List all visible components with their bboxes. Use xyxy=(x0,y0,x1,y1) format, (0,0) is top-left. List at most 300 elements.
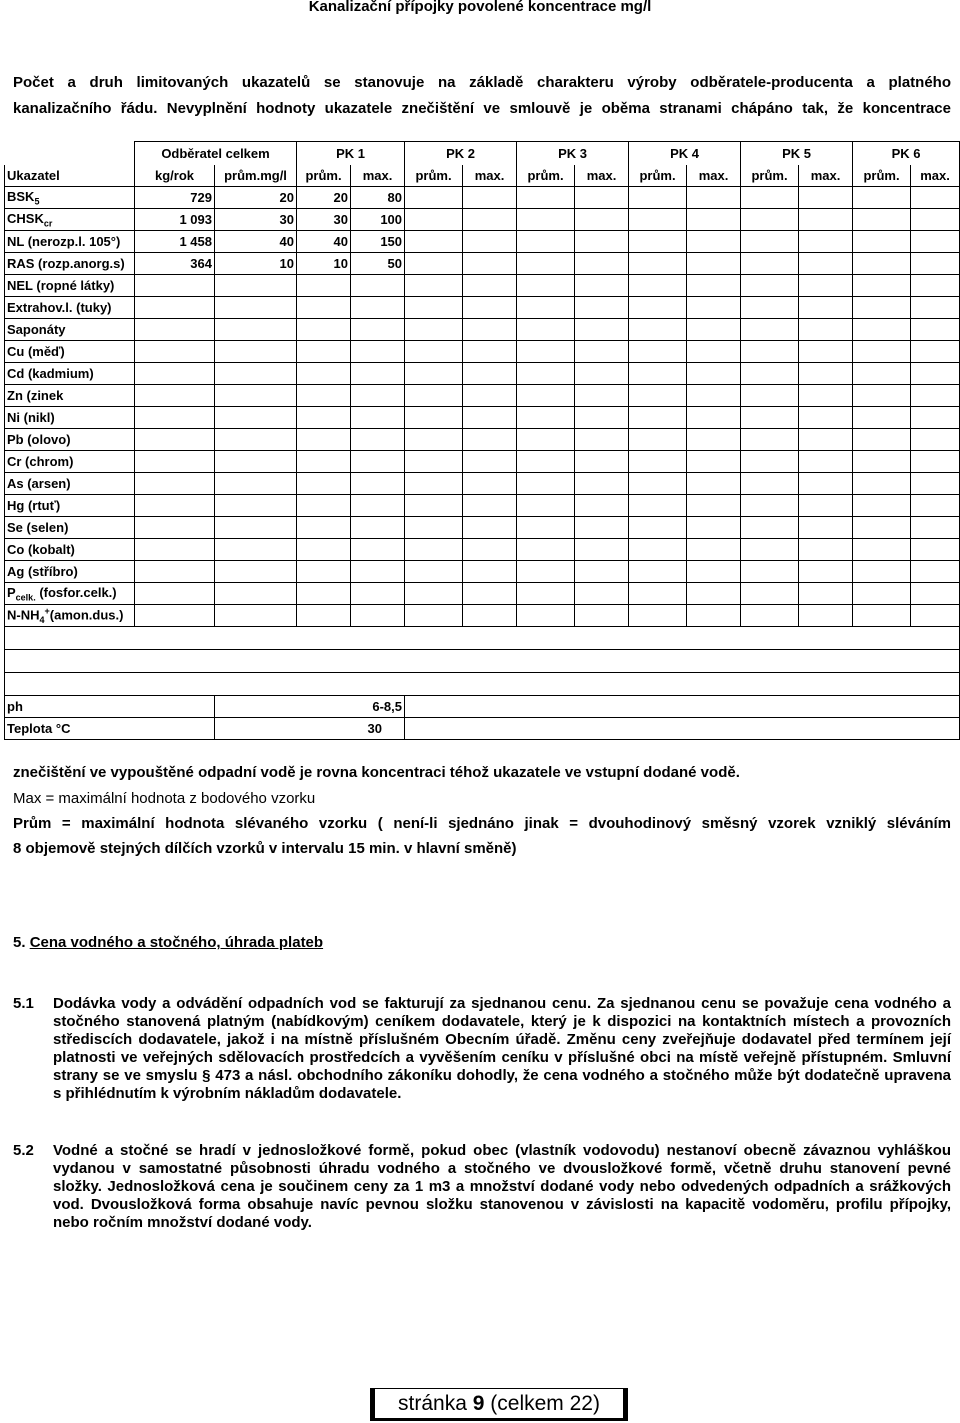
cell-pk1-max xyxy=(351,451,405,473)
cell-kg xyxy=(135,275,215,297)
cell-pk1-max xyxy=(351,583,405,605)
cell-empty xyxy=(517,605,575,627)
cell-empty xyxy=(911,187,960,209)
paragraph-number: 5.1 xyxy=(13,995,34,1012)
footer-total: (celkem 22) xyxy=(490,1392,600,1415)
cell-pk1-max xyxy=(351,473,405,495)
cell-empty xyxy=(853,451,911,473)
table-row xyxy=(5,429,960,451)
paragraph-5-2 xyxy=(13,1142,951,1237)
cell-empty xyxy=(853,363,911,385)
cell-pk1-prum: 10 xyxy=(297,253,351,275)
cell-empty xyxy=(741,187,799,209)
cell-pk1-prum xyxy=(297,517,351,539)
cell-empty xyxy=(741,253,799,275)
cell-kg xyxy=(135,583,215,605)
cell-empty xyxy=(687,231,741,253)
header-pk6: PK 6 xyxy=(853,142,960,166)
cell-empty xyxy=(629,363,687,385)
cell-pk1-max xyxy=(351,539,405,561)
cell-empty xyxy=(799,209,853,231)
table-row xyxy=(5,319,960,341)
cell-empty xyxy=(575,495,629,517)
section-number: 5. xyxy=(13,934,26,951)
cell-empty xyxy=(741,297,799,319)
sub-header-cell: prům.mg/l xyxy=(215,165,297,187)
cell-empty xyxy=(575,407,629,429)
cell-empty xyxy=(853,561,911,583)
cell-pk1-max: 80 xyxy=(351,187,405,209)
section-title-text: Cena vodného a stočného, úhrada plateb xyxy=(29,934,324,951)
cell-empty xyxy=(517,341,575,363)
table-row xyxy=(5,451,960,473)
row-name: Extrahov.l. (tuky) xyxy=(5,297,135,319)
cell-empty xyxy=(911,495,960,517)
cell-empty xyxy=(405,385,463,407)
cell-empty xyxy=(741,385,799,407)
cell-empty xyxy=(629,473,687,495)
cell-kg xyxy=(135,517,215,539)
cell-empty xyxy=(463,187,517,209)
row-name: Cd (kadmium) xyxy=(5,363,135,385)
row-name: Co (kobalt) xyxy=(5,539,135,561)
cell-empty xyxy=(575,561,629,583)
row-name: Se (selen) xyxy=(5,517,135,539)
cell-empty xyxy=(405,561,463,583)
cell-empty xyxy=(629,605,687,627)
cell-empty xyxy=(911,385,960,407)
table-row xyxy=(5,363,960,385)
cell-pk1-prum: 20 xyxy=(297,187,351,209)
cell-empty xyxy=(741,561,799,583)
cell-empty xyxy=(687,429,741,451)
cell-pk1-prum xyxy=(297,341,351,363)
cell-pk1-prum: 30 xyxy=(297,209,351,231)
cell-empty xyxy=(911,517,960,539)
table-row xyxy=(5,275,960,297)
cell-kg xyxy=(135,297,215,319)
row-name: $BSK_5$ xyxy=(5,187,135,209)
cell-empty xyxy=(911,363,960,385)
cell-prum-mgl xyxy=(215,341,297,363)
cell-pk1-prum xyxy=(297,605,351,627)
cell-empty xyxy=(629,275,687,297)
row-name: As (arsen) xyxy=(5,473,135,495)
table-row-blank xyxy=(5,650,960,673)
cell-pk1-max xyxy=(351,297,405,319)
cell-empty xyxy=(799,495,853,517)
temperature-rest xyxy=(405,718,960,740)
cell-empty xyxy=(853,275,911,297)
header-pk1: PK 1 xyxy=(297,142,405,166)
cell-empty xyxy=(463,473,517,495)
cell-empty xyxy=(687,583,741,605)
cell-empty xyxy=(741,275,799,297)
cell-kg xyxy=(135,407,215,429)
cell-empty xyxy=(629,407,687,429)
cell-prum-mgl xyxy=(215,407,297,429)
cell-empty xyxy=(911,407,960,429)
cell-empty xyxy=(575,319,629,341)
paragraph-text: Dodávka vody a odvádění odpadních vod se fakturují za sjednanou cenu. Za sjednanou cenu se považuje cena vodného a stočného stanovená platným (nabídkovým) ceníkem dodavatele, který je k dispozici na kontaktních místech a provozních střediscích dodavatele, jakož i na místně příslušném Obecním úřadě. Změnu ceny zveřejňuje dodavatel před termínem její platnosti ve veřejných sdělovacích prostředcích a vyvěšením ceníku v příslušné obci na místě veřejně přístupném. Smluvní strany se ve smyslu § 473 a násl. obchodního zákoníku dohodly, že cena vodného a stočného může být dodatečně upravena s přihlédnutím k výrobním nákladům dodavatele. xyxy=(53,995,951,1102)
cell-empty xyxy=(517,319,575,341)
cell-empty xyxy=(853,187,911,209)
cell-empty xyxy=(799,407,853,429)
cell-empty xyxy=(853,473,911,495)
cell-empty xyxy=(853,583,911,605)
cell-pk1-max: 100 xyxy=(351,209,405,231)
cell-empty xyxy=(799,605,853,627)
sub-header-cell: prům. xyxy=(629,165,687,187)
cell-prum-mgl xyxy=(215,539,297,561)
cell-pk1-max xyxy=(351,429,405,451)
temperature-label: Teplota °C xyxy=(5,718,215,740)
cell-empty xyxy=(463,253,517,275)
cell-empty xyxy=(799,561,853,583)
cell-pk1-max: 50 xyxy=(351,253,405,275)
cell-empty xyxy=(575,341,629,363)
row-name: $P_{celk.}$ (fosfor.celk.) xyxy=(5,583,135,605)
cell-empty xyxy=(517,187,575,209)
cell-empty xyxy=(517,429,575,451)
cell-empty xyxy=(911,539,960,561)
paragraph-text: Vodné a stočné se hradí v jednosložkové formě, pokud obec (vlastník vodovodu) nestanoví obecně závaznou vyhláškou vydanou v samostatné působnosti úhradu vodného a stočného ve dvousložkové formě, včetně druhu stanovení pevné složky. Jednosložková cena je součinem ceny za 1 m3 a množství dodané vody nebo odvedených odpadních a srážkových vod. Dvousložková forma obsahuje navíc pevnou složku stanovenou v závislosti na kapacitě vodoměru, profilu přípojky, nebo ročním množství dodané vody. xyxy=(53,1142,951,1231)
cell-empty xyxy=(629,539,687,561)
cell-empty xyxy=(575,253,629,275)
cell-empty xyxy=(629,209,687,231)
row-name: Hg (rtuť) xyxy=(5,495,135,517)
cell-empty xyxy=(629,341,687,363)
cell-empty xyxy=(405,341,463,363)
cell-empty xyxy=(687,341,741,363)
cell-prum-mgl xyxy=(215,275,297,297)
row-name: Pb (olovo) xyxy=(5,429,135,451)
table-row xyxy=(5,187,960,209)
cell-pk1-prum xyxy=(297,495,351,517)
cell-pk1-prum xyxy=(297,275,351,297)
cell-empty xyxy=(575,583,629,605)
header-cell-empty xyxy=(5,142,135,166)
cell-pk1-max xyxy=(351,407,405,429)
cell-empty xyxy=(799,517,853,539)
cell-prum-mgl xyxy=(215,561,297,583)
cell-empty xyxy=(741,473,799,495)
cell-empty xyxy=(405,583,463,605)
cell-pk1-max xyxy=(351,385,405,407)
cell-kg xyxy=(135,451,215,473)
cell-empty xyxy=(853,495,911,517)
cell-empty xyxy=(575,539,629,561)
cell-pk1-max xyxy=(351,495,405,517)
sub-header-cell: prům. xyxy=(517,165,575,187)
cell-empty xyxy=(687,561,741,583)
cell-empty xyxy=(911,297,960,319)
sub-header-cell: max. xyxy=(463,165,517,187)
cell-empty xyxy=(463,429,517,451)
cell-empty xyxy=(799,363,853,385)
cell-empty xyxy=(799,231,853,253)
row-name: $CHSK_{cr}$ xyxy=(5,209,135,231)
cell-empty xyxy=(799,473,853,495)
cell-empty xyxy=(853,539,911,561)
cell-empty xyxy=(911,275,960,297)
cell-empty xyxy=(741,539,799,561)
cell-empty xyxy=(575,451,629,473)
cell-kg xyxy=(135,495,215,517)
cell-empty xyxy=(405,495,463,517)
cell-empty xyxy=(741,429,799,451)
row-name: Cu (měď) xyxy=(5,341,135,363)
cell-empty xyxy=(463,363,517,385)
cell-empty xyxy=(687,253,741,275)
cell-empty xyxy=(687,451,741,473)
cell-prum-mgl xyxy=(215,495,297,517)
cell-empty xyxy=(575,209,629,231)
cell-empty xyxy=(517,473,575,495)
table-row xyxy=(5,253,960,275)
cell-empty xyxy=(463,341,517,363)
cell-empty xyxy=(405,209,463,231)
sub-header-cell: max. xyxy=(687,165,741,187)
cell-empty xyxy=(405,429,463,451)
cell-empty xyxy=(687,407,741,429)
cell-prum-mgl: 10 xyxy=(215,253,297,275)
cell-kg xyxy=(135,429,215,451)
cell-kg xyxy=(135,363,215,385)
cell-empty xyxy=(687,517,741,539)
cell-empty xyxy=(463,583,517,605)
ph-value: 6-8,5 xyxy=(215,696,405,718)
cell-empty xyxy=(405,231,463,253)
cell-empty xyxy=(575,517,629,539)
table-row xyxy=(5,341,960,363)
sub-header-cell: prům. xyxy=(405,165,463,187)
cell-empty xyxy=(463,517,517,539)
cell-empty xyxy=(629,561,687,583)
table-row xyxy=(5,297,960,319)
cell-pk1-max xyxy=(351,319,405,341)
cell-empty xyxy=(629,495,687,517)
cell-empty xyxy=(687,605,741,627)
cell-pk1-prum xyxy=(297,539,351,561)
cell-empty xyxy=(405,319,463,341)
cell-empty xyxy=(517,231,575,253)
cell-empty xyxy=(463,539,517,561)
cell-empty xyxy=(463,275,517,297)
cell-pk1-prum xyxy=(297,385,351,407)
limits-table xyxy=(4,141,960,740)
row-name: Zn (zinek xyxy=(5,385,135,407)
cell-empty xyxy=(517,561,575,583)
cell-empty xyxy=(405,275,463,297)
cell-empty xyxy=(687,385,741,407)
table-row xyxy=(5,209,960,231)
cell-empty xyxy=(853,253,911,275)
cell-empty xyxy=(463,319,517,341)
sub-header-cell: prům. xyxy=(297,165,351,187)
cell-pk1-prum xyxy=(297,451,351,473)
intro-line-1: Počet a druh limitovaných ukazatelů se stanovuje na základě charakteru výroby odběratele-producenta a platného xyxy=(13,74,951,91)
cell-empty xyxy=(629,429,687,451)
cell-empty xyxy=(629,583,687,605)
table-row-blank xyxy=(5,673,960,696)
cell-empty xyxy=(741,583,799,605)
cell-empty xyxy=(911,473,960,495)
cell-empty xyxy=(405,473,463,495)
cell-empty xyxy=(911,209,960,231)
header-pk3: PK 3 xyxy=(517,142,629,166)
cell-empty xyxy=(799,539,853,561)
cell-empty xyxy=(911,319,960,341)
table-row xyxy=(5,561,960,583)
cell-empty xyxy=(911,253,960,275)
cell-prum-mgl: 40 xyxy=(215,231,297,253)
temperature-value: 30 xyxy=(215,718,405,740)
cell-empty xyxy=(463,407,517,429)
table-row xyxy=(5,385,960,407)
row-name: RAS (rozp.anorg.s) xyxy=(5,253,135,275)
cell-empty xyxy=(575,385,629,407)
footer-page-number: 9 xyxy=(472,1392,485,1415)
cell-empty xyxy=(853,209,911,231)
cell-empty xyxy=(405,407,463,429)
sub-header-cell: max. xyxy=(575,165,629,187)
cell-pk1-prum xyxy=(297,363,351,385)
cell-empty xyxy=(575,231,629,253)
cell-empty xyxy=(405,539,463,561)
table-body xyxy=(5,187,960,627)
cell-empty xyxy=(463,495,517,517)
table-row xyxy=(5,231,960,253)
cell-empty xyxy=(687,319,741,341)
row-name: NL (nerozp.l. 105°) xyxy=(5,231,135,253)
intro-line-2: kanalizačního řádu. Nevyplnění hodnoty ukazatele znečištění ve smlouvě je oběma stranami chápáno tak, že koncentrace xyxy=(13,100,951,117)
cell-kg xyxy=(135,341,215,363)
cell-empty xyxy=(911,429,960,451)
cell-empty xyxy=(853,385,911,407)
section-title xyxy=(13,934,323,951)
cell-empty xyxy=(405,605,463,627)
cell-empty xyxy=(741,363,799,385)
cell-empty xyxy=(629,517,687,539)
cell-kg: 364 xyxy=(135,253,215,275)
note-concentration: znečištění ve vypouštěné odpadní vodě je rovna koncentraci téhož ukazatele ve vstupní dodané vodě. xyxy=(13,764,740,781)
cell-pk1-prum xyxy=(297,319,351,341)
cell-empty xyxy=(741,451,799,473)
cell-empty xyxy=(799,253,853,275)
cell-empty xyxy=(575,429,629,451)
table-row-blank xyxy=(5,627,960,650)
cell-empty xyxy=(853,231,911,253)
cell-empty xyxy=(911,561,960,583)
ph-label: ph xyxy=(5,696,215,718)
cell-empty xyxy=(517,517,575,539)
cell-empty xyxy=(687,495,741,517)
header-pk5: PK 5 xyxy=(741,142,853,166)
table-group-header-row xyxy=(5,142,960,166)
cell-empty xyxy=(799,297,853,319)
cell-prum-mgl xyxy=(215,451,297,473)
cell-pk1-max xyxy=(351,275,405,297)
cell-empty xyxy=(853,319,911,341)
cell-empty xyxy=(517,583,575,605)
sub-header-cell: prům. xyxy=(741,165,799,187)
cell-empty xyxy=(463,451,517,473)
cell-pk1-prum xyxy=(297,297,351,319)
cell-empty xyxy=(853,341,911,363)
cell-kg xyxy=(135,473,215,495)
cell-pk1-prum: 40 xyxy=(297,231,351,253)
cell-empty xyxy=(629,385,687,407)
cell-prum-mgl: 30 xyxy=(215,209,297,231)
table-row-temperature xyxy=(5,718,960,740)
cell-empty xyxy=(911,451,960,473)
cell-empty xyxy=(911,341,960,363)
cell-empty xyxy=(687,539,741,561)
header-pk4: PK 4 xyxy=(629,142,741,166)
cell-empty xyxy=(405,451,463,473)
cell-kg xyxy=(135,539,215,561)
table-row xyxy=(5,407,960,429)
paragraph-number: 5.2 xyxy=(13,1142,34,1159)
sub-header-cell: max. xyxy=(799,165,853,187)
cell-empty xyxy=(911,583,960,605)
table-row xyxy=(5,473,960,495)
cell-empty xyxy=(853,517,911,539)
cell-empty xyxy=(575,605,629,627)
cell-empty xyxy=(463,231,517,253)
cell-empty xyxy=(911,605,960,627)
cell-kg: 1 093 xyxy=(135,209,215,231)
cell-pk1-max xyxy=(351,605,405,627)
cell-empty xyxy=(687,297,741,319)
cell-empty xyxy=(405,253,463,275)
cell-empty xyxy=(405,297,463,319)
cell-empty xyxy=(517,363,575,385)
cell-prum-mgl xyxy=(215,363,297,385)
cell-empty xyxy=(517,297,575,319)
cell-empty xyxy=(629,187,687,209)
cell-empty xyxy=(853,429,911,451)
cell-pk1-max xyxy=(351,341,405,363)
cell-empty xyxy=(575,473,629,495)
cell-empty xyxy=(687,473,741,495)
row-name: Cr (chrom) xyxy=(5,451,135,473)
cell-empty xyxy=(799,429,853,451)
cell-empty xyxy=(799,187,853,209)
row-name: NEL (ropné látky) xyxy=(5,275,135,297)
note-prum-cont: 8 objemově stejných dílčích vzorků v intervalu 15 min. v hlavní směně) xyxy=(13,840,517,857)
cell-empty xyxy=(687,209,741,231)
cell-empty xyxy=(629,297,687,319)
cell-empty xyxy=(575,363,629,385)
cell-prum-mgl xyxy=(215,385,297,407)
cell-empty xyxy=(741,319,799,341)
cell-empty xyxy=(463,385,517,407)
cell-empty xyxy=(741,209,799,231)
cell-pk1-prum xyxy=(297,583,351,605)
note-max: Max = maximální hodnota z bodového vzorku xyxy=(13,790,316,807)
cell-pk1-prum xyxy=(297,429,351,451)
cell-empty xyxy=(629,253,687,275)
table-row-ph xyxy=(5,696,960,718)
cell-empty xyxy=(741,341,799,363)
cell-empty xyxy=(517,253,575,275)
page-footer xyxy=(370,1388,628,1421)
table-row xyxy=(5,539,960,561)
cell-pk1-max xyxy=(351,363,405,385)
cell-empty xyxy=(517,209,575,231)
